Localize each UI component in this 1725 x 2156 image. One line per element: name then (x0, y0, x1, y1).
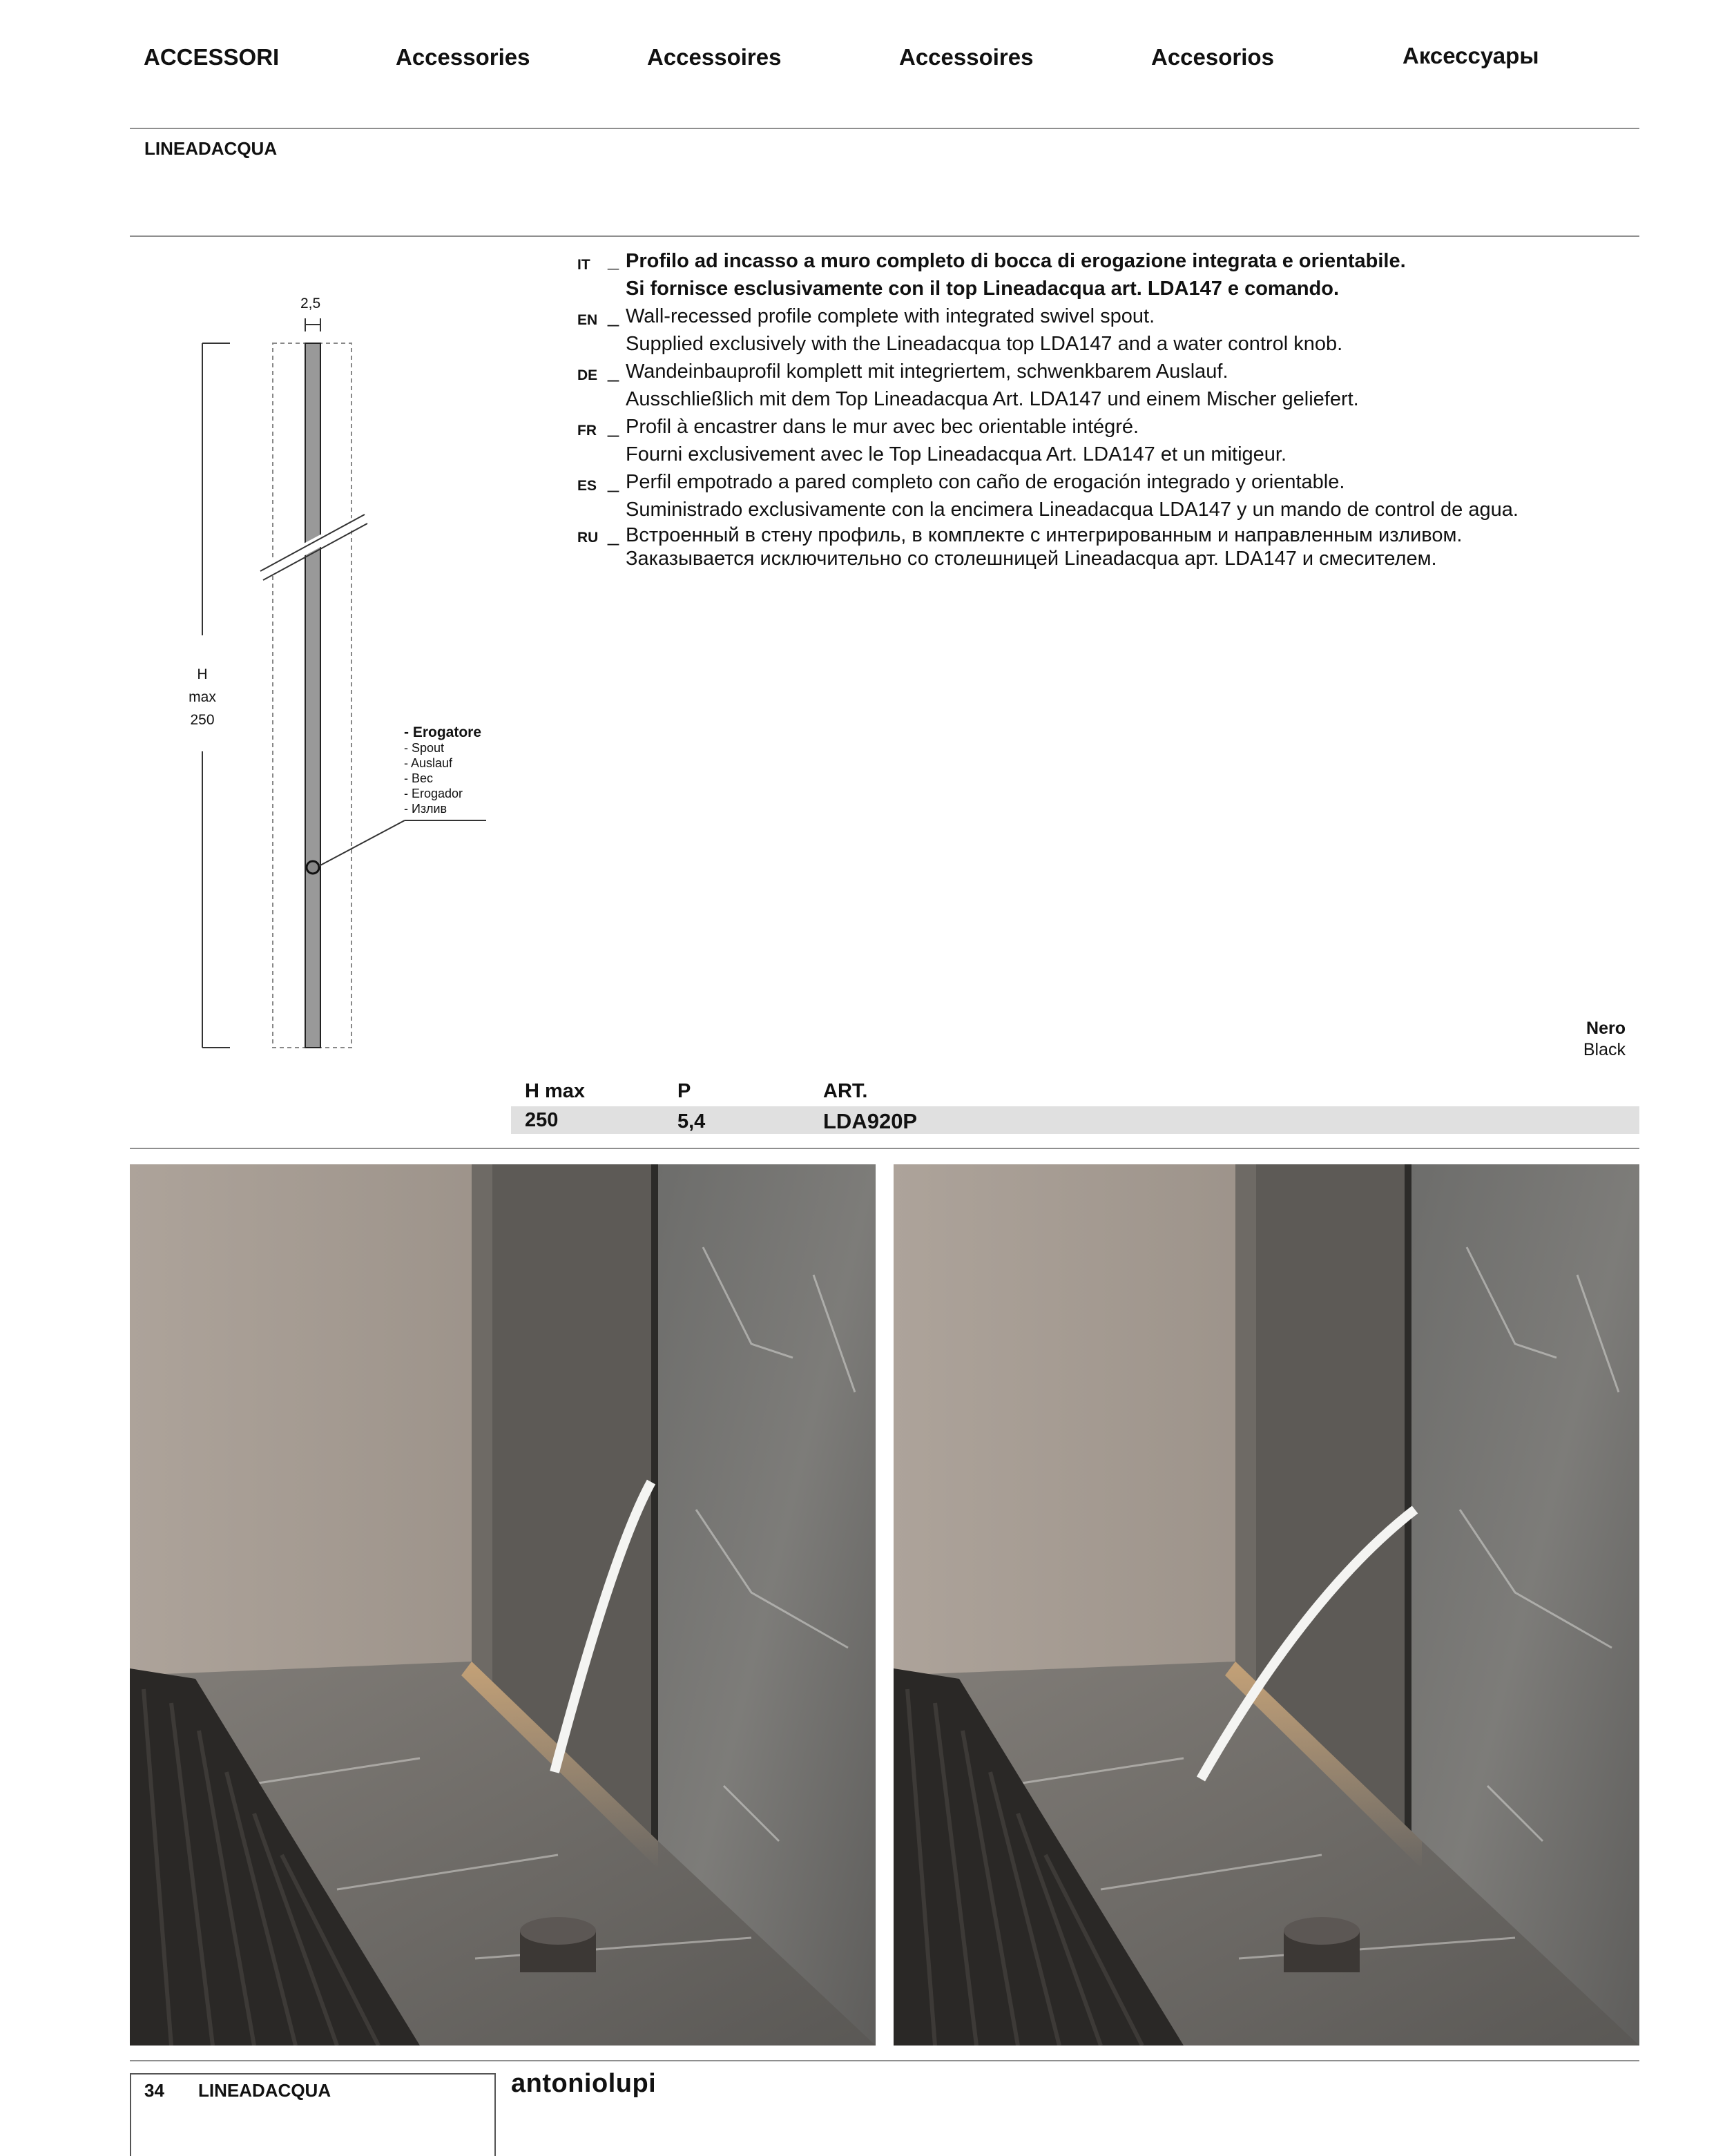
desc-es: ES _ Perfil empotrado a pared completo con caño de erogación integrado y orientable. Suministrado exclusivamente con la encimera Lineadacqua LDA147 y un mando de control de agua. (577, 468, 1627, 523)
desc-line: Profil à encastrer dans le mur avec bec orientable intégré. (626, 416, 1139, 438)
header-it: ACCESSORI (144, 44, 280, 70)
spec-art: LDA920P (823, 1109, 918, 1133)
finish-label (1583, 1018, 1626, 1061)
page-number: 34 (144, 2080, 164, 2101)
height-label-value: 250 (190, 712, 215, 728)
width-dimension-label: 2,5 (300, 296, 321, 311)
lang-code: IT (577, 257, 590, 273)
spout-callout (404, 725, 481, 816)
desc-en: EN _ Wall-recessed profile complete with integrated swivel spout. Supplied exclusively with the Lineadacqua top LDA147 and a water control knob. (577, 302, 1627, 358)
finish-name: Nero (1586, 1019, 1626, 1038)
spec-rule (130, 1148, 1639, 1149)
product-photo-left (130, 1164, 876, 2046)
lang-code: DE (577, 367, 598, 383)
desc-line: Wall-recessed profile complete with integrated swivel spout. (626, 305, 1155, 327)
header-fr: Accessoires (647, 44, 782, 70)
header-es: Accesorios (1151, 44, 1274, 70)
spec-header-p: P (677, 1080, 691, 1102)
header-ru: Аксессуары (1403, 43, 1539, 68)
desc-line: Ausschließlich mit dem Top Lineadacqua Art. LDA147 und einem Mischer geliefert. (626, 388, 1359, 410)
desc-line: Fourni exclusivement avec le Top Lineadacqua Art. LDA147 et un mitigeur. (626, 443, 1287, 465)
brand-logo: antoniolupi (511, 2069, 657, 2098)
spec-hmax: 250 (525, 1109, 559, 1131)
lang-code: FR (577, 423, 597, 439)
lang-code: RU (577, 530, 599, 546)
spec-header-art: ART. (823, 1080, 868, 1102)
product-description (577, 247, 1627, 570)
callout-item: - Erogador (404, 787, 463, 800)
spec-header-hmax: H max (525, 1080, 586, 1102)
callout-item: - Bec (404, 771, 434, 785)
spec-table (511, 1077, 1639, 1134)
desc-line: Suministrado exclusivamente con la encimera Lineadacqua LDA147 y un mando de control de agua. (626, 499, 1519, 521)
desc-line: Perfil empotrado a pared completo con caño de erogación integrado y orientable. (626, 471, 1345, 493)
callout-item: - Spout (404, 741, 445, 755)
spec-header-row (511, 1077, 1639, 1105)
desc-line: Profilo ad incasso a muro completo di bocca di erogazione integrata e orientabile. (626, 250, 1406, 272)
desc-fr: FR _ Profil à encastrer dans le mur avec bec orientable intégré. Fourni exclusivement avec le Top Lineadacqua Art. LDA147 et un mitigeur. (577, 413, 1627, 468)
height-dimension-label (180, 663, 225, 731)
desc-line: Si fornisce esclusivamente con il top Lineadacqua art. LDA147 e comando. (626, 278, 1340, 300)
footer-rule (130, 2060, 1639, 2061)
technical-drawing (0, 0, 552, 1105)
product-photo-right (894, 1164, 1639, 2046)
callout-item: - Излив (404, 802, 447, 816)
height-label-max: max (189, 689, 216, 705)
callout-item: - Auslauf (404, 756, 453, 770)
header-de: Accessoires (899, 44, 1034, 70)
callout-main: - Erogatore (404, 724, 482, 740)
desc-line: Заказывается исключительно со столешницей Lineadacqua арт. LDA147 и смесителем. (626, 548, 1437, 570)
lang-code: ES (577, 478, 597, 494)
spec-data-row (511, 1106, 1639, 1134)
desc-line: Supplied exclusively with the Lineadacqua top LDA147 and a water control knob. (626, 333, 1343, 355)
finish-translation: Black (1583, 1040, 1626, 1059)
lang-code: EN (577, 312, 598, 328)
section-title: LINEADACQUA (144, 138, 278, 159)
desc-ru: RU _ Встроенный в стену профиль, в комплекте с интегрированным и направленным изливом. Заказывается исключительно со столешницей Lineadacqua арт. LDA147 и смесителем. (577, 523, 1627, 570)
desc-it: IT _ Profilo ad incasso a muro completo di bocca di erogazione integrata e orientabile. Si fornisce esclusivamente con il top Lineadacqua art. LDA147 e comando. (577, 247, 1627, 302)
footer-section: LINEADACQUA (198, 2080, 331, 2101)
desc-line: Встроенный в стену профиль, в комплекте с интегрированным и направленным изливом. (626, 524, 1463, 546)
desc-de: DE _ Wandeinbauprofil komplett mit integriertem, schwenkbarem Auslauf. Ausschließlich mit dem Top Lineadacqua Art. LDA147 und einem Mischer geliefert. (577, 358, 1627, 413)
spec-p: 5,4 (677, 1110, 706, 1133)
height-label-h: H (197, 666, 208, 682)
header-en: Accessories (396, 44, 530, 70)
desc-line: Wandeinbauprofil komplett mit integriertem, schwenkbarem Auslauf. (626, 360, 1228, 383)
